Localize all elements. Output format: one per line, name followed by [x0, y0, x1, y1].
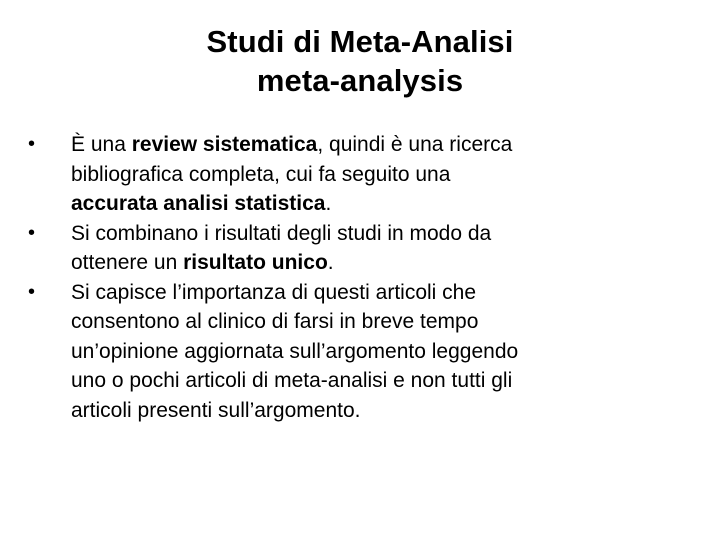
text-run: un’opinione aggiornata sull’argomento leggendo	[71, 339, 519, 363]
title-line-2: meta-analysis	[256, 63, 464, 98]
bullet-1-line-1	[71, 130, 698, 160]
bullet-3-line-4	[71, 366, 698, 396]
text-run: consentono al clinico di farsi in breve tempo	[71, 310, 479, 333]
bullet-2-line-2	[71, 248, 698, 278]
bullet-3-line-3	[71, 337, 698, 367]
text-run: ottenere un	[71, 251, 184, 274]
bold-text-run: accurata analisi statistica	[71, 192, 326, 215]
bullet-list	[28, 130, 698, 425]
slide-title	[70, 22, 650, 100]
text-run: articoli presenti sull’argomento.	[71, 398, 361, 422]
bullet-marker: •	[28, 280, 36, 303]
text-run: , quindi è una ricerca	[317, 133, 513, 156]
text-run: Si combinano i risultati degli studi in modo da	[71, 221, 492, 245]
bullet-item-1	[28, 130, 698, 219]
bullet-marker: •	[28, 133, 36, 155]
bullet-3-line-1	[71, 278, 698, 308]
bullet-1-line-2	[71, 160, 698, 190]
bold-text-run: review sistematica	[131, 133, 318, 156]
bullet-3-line-2	[71, 307, 698, 337]
bullet-3-line-5	[71, 396, 698, 426]
title-line-1: Studi di Meta-Analisi	[206, 24, 514, 59]
bold-text-run: risultato unico	[183, 251, 328, 274]
bullet-marker: •	[28, 221, 36, 244]
text-run: bibliografica completa, cui fa seguito una	[71, 162, 451, 186]
text-run: .	[325, 192, 332, 215]
text-run: .	[327, 251, 334, 274]
bullet-item-2	[28, 219, 698, 278]
text-run: uno o pochi articoli di meta-analisi e non tutti gli	[71, 369, 513, 392]
bullet-2-line-1	[71, 219, 698, 249]
text-run: Si capisce l’importanza di questi articoli che	[71, 280, 477, 304]
text-run: È una	[71, 133, 132, 156]
bullet-1-line-3	[71, 189, 698, 219]
bullet-item-3	[28, 278, 698, 426]
